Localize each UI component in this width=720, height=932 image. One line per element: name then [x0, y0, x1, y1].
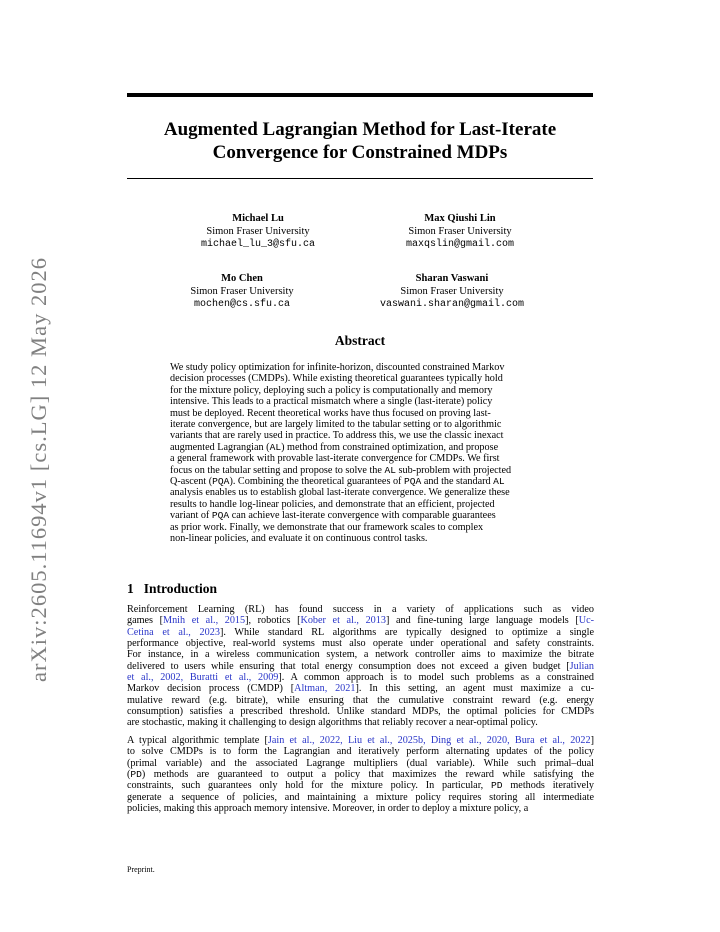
abstract-heading: Abstract — [334, 333, 386, 348]
text-line: focus on the tabular setting and propose to solve the AL sub-problem with projected — [170, 464, 512, 476]
author-affiliation: Simon Fraser University — [190, 286, 294, 297]
author-name: Max Qiushi Lin — [424, 213, 496, 224]
text-line: Reinforcement Learning (RL) has found success in a variety of applications such as video — [127, 604, 594, 615]
author-block-2 — [350, 212, 570, 251]
author-email: michael_lu_3@sfu.ca — [200, 239, 316, 250]
arxiv-stamp — [14, 258, 54, 682]
text-line: non-linear policies, and evaluate it on continuous control tasks. — [170, 533, 428, 545]
author-name: Michael Lu — [232, 213, 284, 224]
author-affiliation: Simon Fraser University — [408, 226, 512, 237]
title-line-2: Convergence for Constrained MDPs — [212, 142, 508, 163]
text-line: A typical algorithmic template [Jain et al., 2022, Liu et al., 2025b, Ding et al., 2020, Bura et al., 2022] — [127, 735, 594, 746]
intro-paragraph-2 — [127, 735, 594, 814]
text-line: Cetina et al., 2023]. While standard RL algorithms are typically designed to optimize a single — [127, 626, 594, 638]
title-rule-top — [127, 93, 593, 97]
footer-preprint: Preprint. — [127, 865, 155, 874]
arxiv-stamp-text: arXiv:2605.11694v1 [cs.LG] 12 May 2026 — [26, 258, 51, 682]
text-line: must be deployed. Recent theoretical works have thus focused on proving last- — [170, 407, 491, 419]
text-line: et al., 2002, Buratti et al., 2009]. A common approach is to model such problems as a constrained — [127, 672, 594, 684]
text-line: mulative reward (e.g. bitrate), while ensuring that the cumulative constraint reward (e.g. energy — [127, 694, 594, 706]
section-number: 1 — [127, 581, 134, 596]
title-rule-bottom — [127, 178, 593, 179]
author-name: Sharan Vaswani — [415, 273, 489, 284]
title-line-1: Augmented Lagrangian Method for Last-Iterate — [163, 119, 557, 140]
section-heading-introduction — [127, 581, 217, 597]
text-line: variant of PQA can achieve last-iterate convergence with comparable guarantees — [170, 510, 496, 522]
text-line: consumption) satisfies a prescribed threshold. Unlike standard MDPs, the optimal policies for CMDPs — [127, 706, 594, 718]
text-line: results to handle log-linear policies, and demonstrate that an efficient, projected — [170, 498, 495, 510]
author-email: maxqslin@gmail.com — [405, 239, 515, 250]
text-line: performance objective, real-world systems must also operate under operational and safety constraints. — [127, 638, 594, 650]
text-line: Markov decision process (CMDP) [Altman, 2021]. In this setting, an agent must maximize a cu- — [127, 683, 594, 695]
author-block-4 — [333, 272, 571, 311]
author-name: Mo Chen — [221, 273, 263, 284]
text-line: Q-ascent (PQA). Combining the theoretical guarantees of PQA and the standard AL — [170, 476, 505, 488]
text-line: policies, making this approach memory intensive. Moreover, in order to deploy a mixture policy, a — [127, 803, 529, 815]
text-line: a general framework with provable last-iterate convergence for CMDPs. We first — [170, 453, 500, 465]
author-affiliation: Simon Fraser University — [400, 286, 504, 297]
author-affiliation: Simon Fraser University — [206, 226, 310, 237]
author-email: vaswani.sharan@gmail.com — [379, 299, 525, 310]
author-block-1 — [148, 212, 368, 251]
text-line: (primal variable) and the associated Lagrange multipliers (dual variable). While such primal–dual — [127, 757, 594, 769]
text-line: as prior work. Finally, we demonstrate that our framework scales to complex — [170, 521, 484, 533]
text-line: For instance, in a wireless communication system, a network controller aims to maximize the bitrate — [127, 649, 594, 661]
text-line: intensive. This leads to a practical mismatch where a single (last-iterate) policy — [170, 396, 493, 408]
text-line: decision processes (CMDPs). While existing theoretical guarantees typically hold — [170, 373, 503, 385]
text-line: We study policy optimization for infinite-horizon, discounted constrained Markov — [170, 362, 505, 373]
intro-paragraph-1 — [127, 604, 594, 729]
text-line: augmented Lagrangian (AL) method from constrained optimization, and propose — [170, 441, 499, 453]
paper-title — [127, 118, 593, 164]
section-title: Introduction — [143, 581, 218, 596]
author-block-3 — [132, 272, 352, 311]
text-line: for the mixture policy, deploying such a policy is computationally and memory — [170, 384, 493, 396]
text-line: generate a sequence of policies, and maintaining a mixture policy requires storing all intermediate — [127, 791, 594, 803]
text-line: games [Mnih et al., 2015], robotics [Kober et al., 2013] and fine-tuning large language models [Uc- — [127, 615, 595, 627]
text-line: variants that are rarely used in practice. To address this, we use the classic inexact — [170, 430, 504, 442]
text-line: to solve CMDPs is to form the Lagrangian and iteratively perform alternating updates of the policy — [127, 746, 594, 758]
text-line: analysis enables us to establish global last-iterate convergence. We generalize these — [170, 487, 510, 499]
text-line: iterate convergence, but are largely limited to the tabular setting or to algorithmic — [170, 419, 502, 431]
author-email: mochen@cs.sfu.ca — [193, 299, 290, 310]
text-line: delivered to users while ensuring that total energy consumption does not exceed a given budget [Julian — [127, 660, 594, 672]
text-line: (PD) methods are guaranteed to output a policy that maximizes the reward while satisfying the — [127, 769, 594, 781]
text-line: are stochastic, making it challenging to design algorithms that reliably recover a near-optimal policy. — [127, 717, 538, 729]
text-line: constraints, such guarantees only hold for the mixture policy. In particular, PD methods iteratively — [127, 780, 594, 792]
abstract-body — [170, 362, 550, 545]
